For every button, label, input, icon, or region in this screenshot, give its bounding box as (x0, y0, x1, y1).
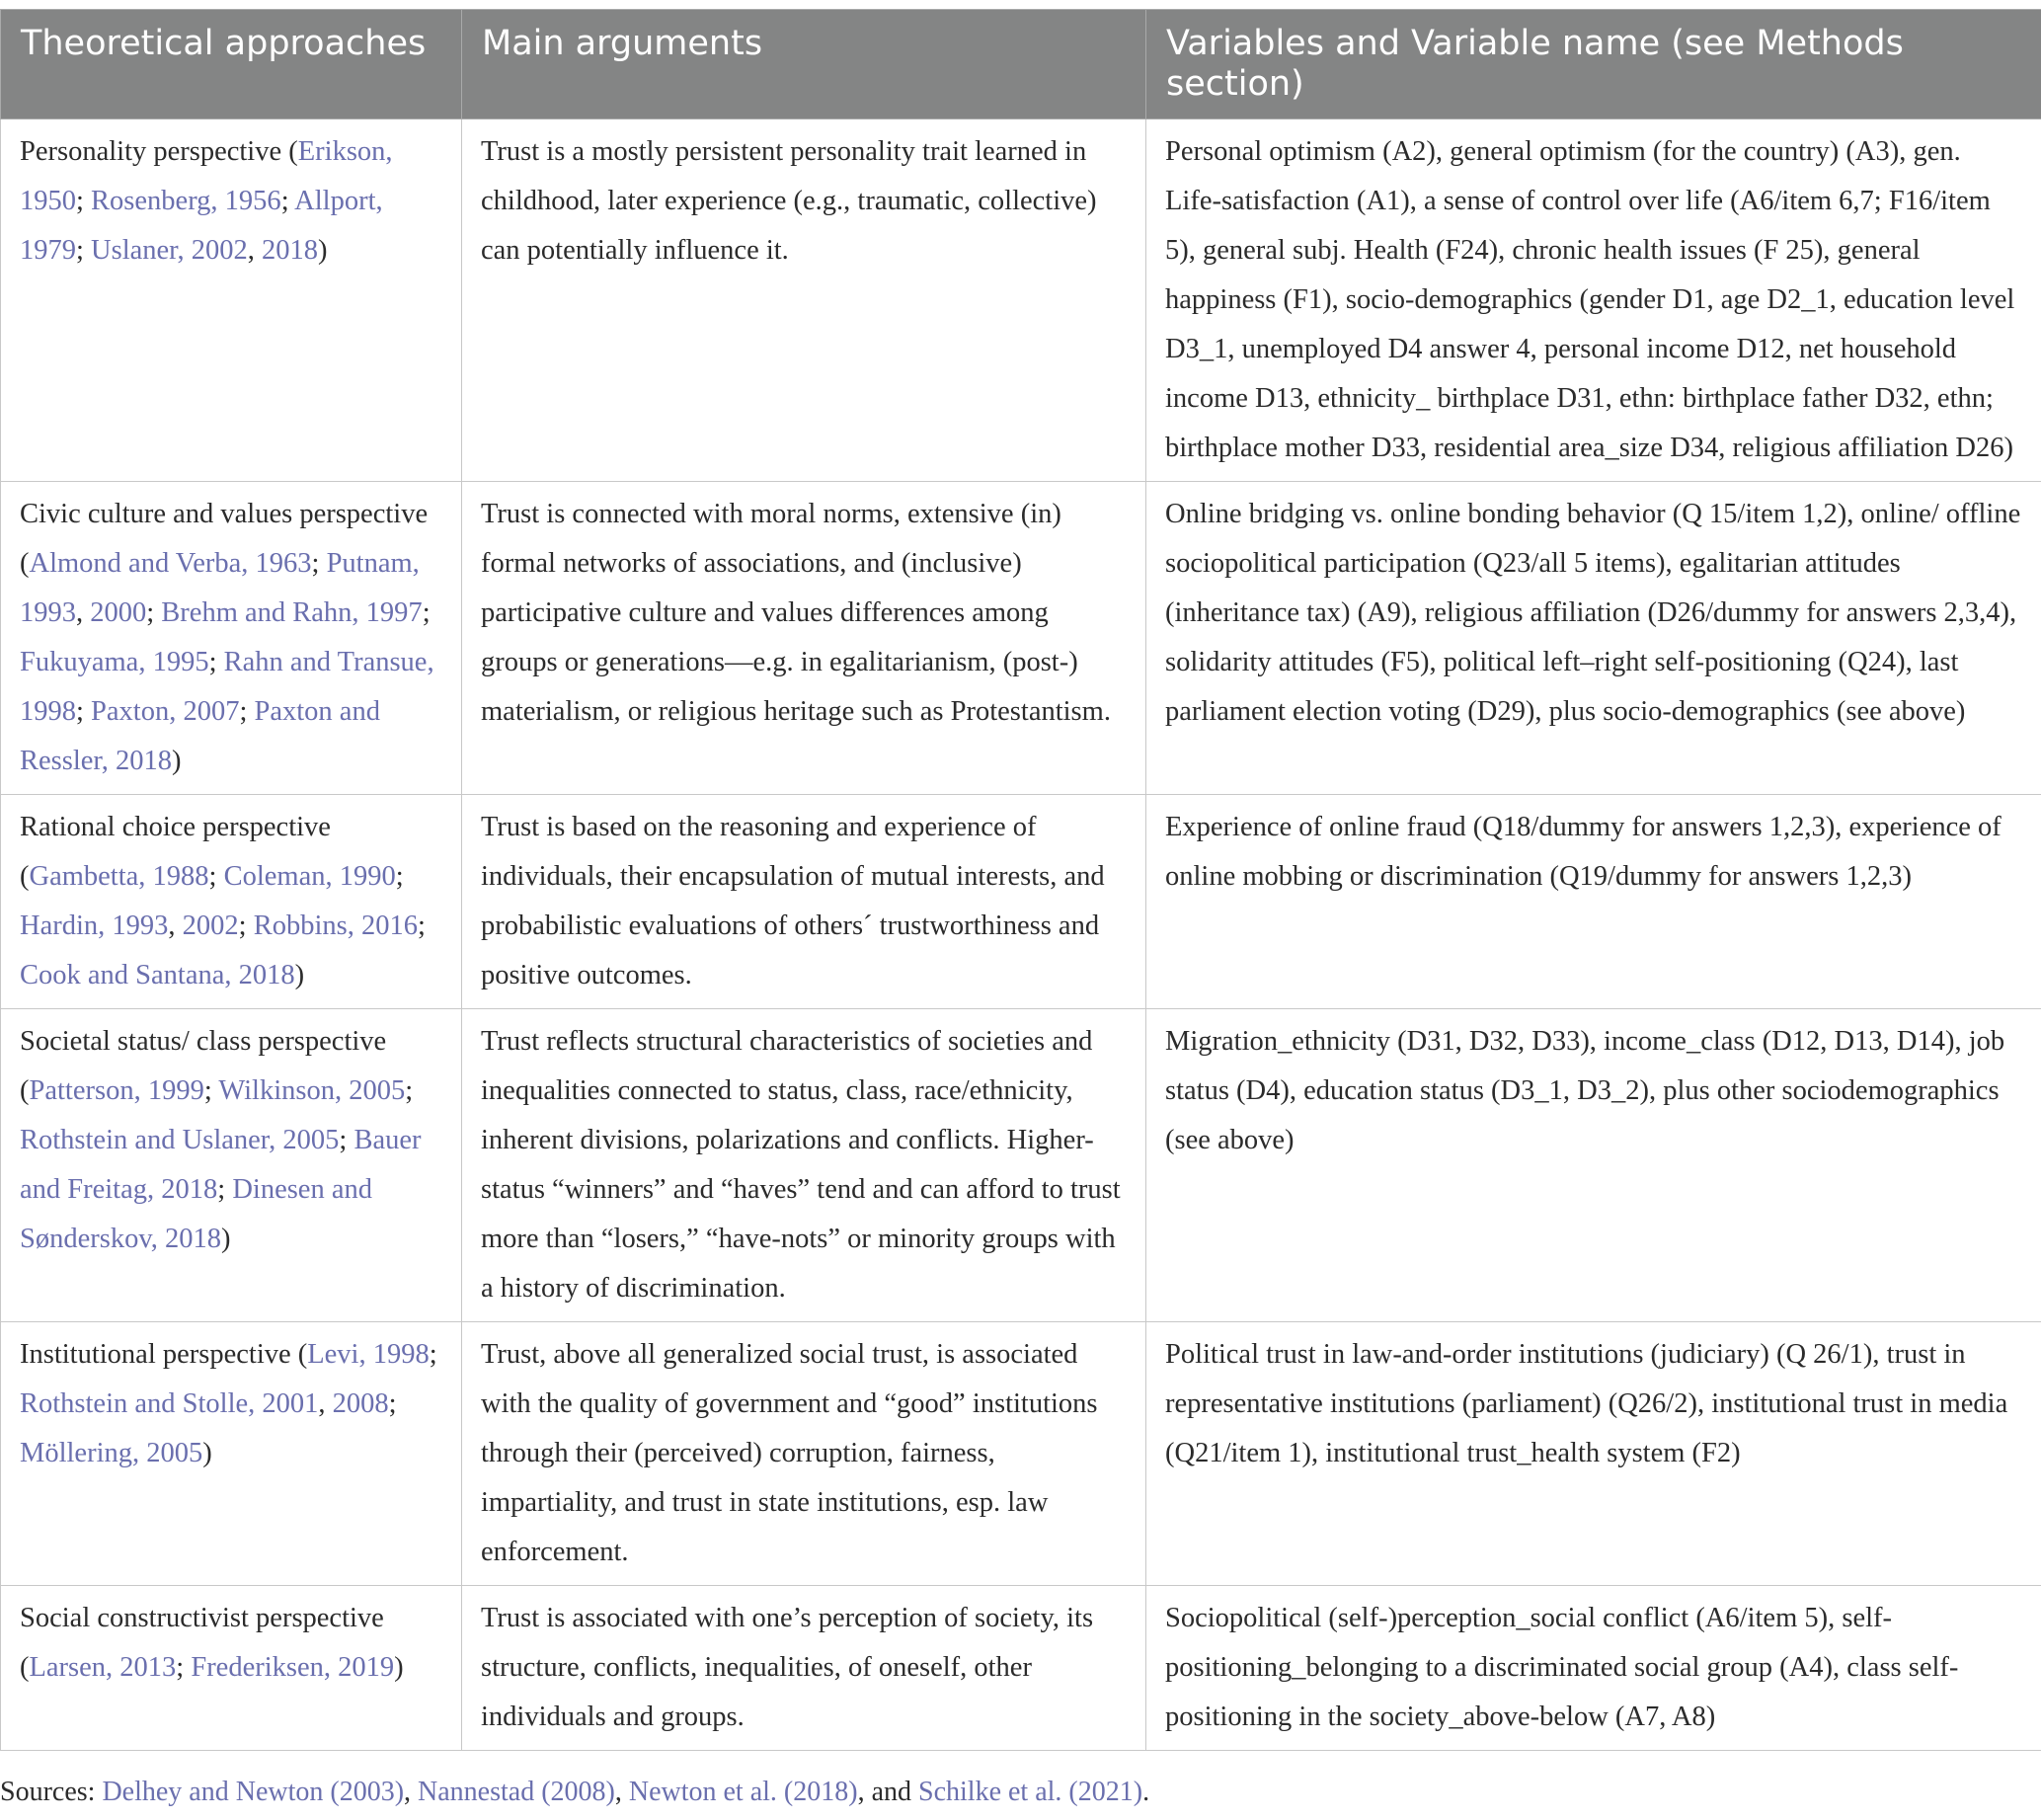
approach-label: Rational choice perspective ( (20, 812, 331, 892)
approach-cell (1, 1586, 462, 1751)
table-row (1, 1586, 2041, 1751)
citation-separator: . (1142, 1777, 1150, 1807)
citation-separator: , and (857, 1777, 919, 1807)
approach-citation-link[interactable]: Paxton and Ressler, 2018 (20, 696, 380, 776)
variables-cell: Personal optimism (A2), general optimism (for the country) (A3), gen. Life-satisfaction (A1), a sense of control over life (A6/item 6,7; F16/item 5), general subj. Health (F24), chronic health issues (F 25), general happiness (F1), socio-demographics (gender D1, age D2_1, education level D3_1, unemployed D4 answer 4, personal income D12, net household income D13, ethnicity_ birthplace D31, ethn: birthplace father D32, ethn; birthplace mother D33, residential area_size D34, religious affiliation D26) (1146, 119, 2041, 482)
citation-separator: ; (339, 1125, 354, 1155)
approach-close-paren: ) (318, 235, 328, 266)
citation-separator: , (318, 1388, 333, 1419)
citation-separator: ; (208, 861, 224, 892)
variables-cell: Migration_ethnicity (D31, D32, D33), income_class (D12, D13, D14), job status (D4), education status (D3_1, D3_2), plus other sociodemographics (see above) (1146, 1009, 2041, 1322)
approach-citation-link[interactable]: 2018 (262, 235, 319, 266)
approach-citation-link[interactable]: 2008 (332, 1388, 389, 1419)
theoretical-approaches-table (0, 9, 2041, 1751)
citation-separator: , (168, 910, 183, 941)
table-row (1, 119, 2041, 482)
approach-citation-link[interactable]: Rothstein and Stolle, 2001 (20, 1388, 319, 1419)
citation-separator: ; (417, 910, 426, 941)
citation-separator: ; (176, 1652, 192, 1683)
citation-separator: , (76, 597, 91, 628)
approach-citation-link[interactable]: 2000 (90, 597, 147, 628)
main-argument-cell: Trust is a mostly persistent personality trait learned in childhood, later experience (e.g., traumatic, collective) can potentially influence it. (462, 119, 1146, 482)
citation-separator: ; (311, 548, 327, 579)
approach-citation-link[interactable]: Uslaner, 2002 (91, 235, 248, 266)
approach-cell (1, 1322, 462, 1586)
citation-separator: ; (422, 597, 431, 628)
approach-citation-link[interactable]: Larsen, 2013 (29, 1652, 177, 1683)
citation-separator: ; (238, 910, 254, 941)
approach-citation-link[interactable]: Levi, 1998 (307, 1339, 430, 1370)
approach-label: Societal status/ class perspective ( (20, 1026, 387, 1106)
approach-citation-link[interactable]: Bauer and Freitag, 2018 (20, 1125, 422, 1205)
variables-cell: Online bridging vs. online bonding behavior (Q 15/item 1,2), online/ offline sociopolitical participation (Q23/all 5 items), egalitarian attitudes (inheritance tax) (A9), religious affiliation (D26/dummy for answers 2,3,4), solidarity attitudes (F5), political left–right self-positioning (Q24), last parliament election voting (D29), plus socio-demographics (see above) (1146, 482, 2041, 795)
approach-citation-link[interactable]: Dinesen and Sønderskov, 2018 (20, 1174, 372, 1254)
citation-separator: ; (280, 186, 295, 216)
sources-citation-link[interactable]: Nannestad (2008) (418, 1777, 615, 1807)
main-argument-cell: Trust is associated with one’s perception of society, its structure, conflicts, inequalities, of oneself, other individuals and groups. (462, 1586, 1146, 1751)
main-argument-cell: Trust reflects structural characteristics of societies and inequalities connected to status, class, race/ethnicity, inherent divisions, polarizations and conflicts. Higher-status “winners” and “haves” tend and can afford to trust more than “losers,” “have-nots” or minority groups with a history of discrimination. (462, 1009, 1146, 1322)
approach-cell (1, 119, 462, 482)
table-row (1, 795, 2041, 1009)
approach-citation-link[interactable]: Gambetta, 1988 (29, 861, 209, 892)
citation-separator: , (247, 235, 263, 266)
approach-citation-link[interactable]: 2002 (182, 910, 239, 941)
variables-cell: Sociopolitical (self-)perception_social conflict (A6/item 5), self-positioning_belonging to a discriminated social group (A4), class self-positioning in the society_above-below (A7, A8) (1146, 1586, 2041, 1751)
table-body (1, 119, 2041, 1751)
approach-label: Personality perspective ( (20, 136, 298, 167)
sources-prefix: Sources: (0, 1777, 103, 1807)
approach-citation-link[interactable]: Coleman, 1990 (223, 861, 396, 892)
approach-label: Institutional perspective ( (20, 1339, 308, 1370)
citation-separator: , (614, 1777, 629, 1807)
main-argument-cell: Trust is connected with moral norms, extensive (in) formal networks of associations, and (inclusive) participative culture and values differences among groups or generations—e.g. in egalitarianism, (post-) materialism, or religious heritage such as Protestantism. (462, 482, 1146, 795)
citation-separator: ; (146, 597, 162, 628)
approach-citation-link[interactable]: Patterson, 1999 (29, 1075, 204, 1106)
sources-citation-link[interactable]: Delhey and Newton (2003) (102, 1777, 405, 1807)
citation-separator: ; (429, 1339, 437, 1370)
main-argument-cell: Trust, above all generalized social trust, is associated with the quality of government and “good” institutions through their (perceived) corruption, fairness, impartiality, and trust in state institutions, esp. law enforcement. (462, 1322, 1146, 1586)
citation-separator: ; (208, 647, 224, 677)
citation-separator: ; (239, 696, 255, 727)
table-row (1, 1322, 2041, 1586)
approach-citation-link[interactable]: Rosenberg, 1956 (91, 186, 281, 216)
approach-close-paren: ) (202, 1438, 212, 1468)
citation-separator: , (404, 1777, 419, 1807)
sources-citation-link[interactable]: Newton et al. (2018) (628, 1777, 858, 1807)
citation-separator: ; (76, 235, 92, 266)
table-row (1, 1009, 2041, 1322)
approach-citation-link[interactable]: Robbins, 2016 (253, 910, 418, 941)
approach-label: Civic culture and values perspective ( (20, 499, 429, 579)
main-argument-cell: Trust is based on the reasoning and experience of individuals, their encapsulation of mutual interests, and probabilistic evaluations of others´ trustworthiness and positive outcomes. (462, 795, 1146, 1009)
header-main-arguments: Main arguments (462, 10, 1146, 119)
approach-citation-link[interactable]: Almond and Verba, 1963 (29, 548, 312, 579)
citation-separator: ; (203, 1075, 219, 1106)
approach-citation-link[interactable]: Fukuyama, 1995 (20, 647, 209, 677)
approach-citation-link[interactable]: Allport, 1979 (20, 186, 383, 266)
approach-cell (1, 482, 462, 795)
citation-separator: ; (388, 1388, 397, 1419)
sources-note (0, 1773, 1149, 1812)
approach-citation-link[interactable]: Hardin, 1993 (20, 910, 169, 941)
approach-citation-link[interactable]: Wilkinson, 2005 (218, 1075, 406, 1106)
approach-close-paren: ) (172, 746, 182, 776)
citation-separator: ; (76, 186, 92, 216)
variables-cell: Experience of online fraud (Q18/dummy for answers 1,2,3), experience of online mobbing or discrimination (Q19/dummy for answers 1,2,3) (1146, 795, 2041, 1009)
citation-separator: ; (395, 861, 404, 892)
table-row (1, 482, 2041, 795)
approach-citation-link[interactable]: Putnam, 1993 (20, 548, 420, 628)
header-theoretical-approaches: Theoretical approaches (1, 10, 462, 119)
approach-cell (1, 1009, 462, 1322)
approach-citation-link[interactable]: Frederiksen, 2019 (191, 1652, 395, 1683)
sources-citation-link[interactable]: Schilke et al. (2021) (918, 1777, 1143, 1807)
approach-citation-link[interactable]: Erikson, 1950 (20, 136, 393, 216)
approach-citation-link[interactable]: Brehm and Rahn, 1997 (161, 597, 423, 628)
table-header-row (1, 10, 2041, 119)
citation-separator: ; (405, 1075, 414, 1106)
approach-citation-link[interactable]: Paxton, 2007 (91, 696, 240, 727)
approach-cell (1, 795, 462, 1009)
approach-citation-link[interactable]: Möllering, 2005 (20, 1438, 203, 1468)
citation-separator: ; (76, 696, 92, 727)
variables-cell: Political trust in law-and-order institutions (judiciary) (Q 26/1), trust in representative institutions (parliament) (Q26/2), institutional trust in media (Q21/item 1), institutional trust_health system (F2) (1146, 1322, 2041, 1586)
approach-citation-link[interactable]: Rothstein and Uslaner, 2005 (20, 1125, 340, 1155)
header-variables: Variables and Variable name (see Methods section) (1146, 10, 2041, 119)
approach-citation-link[interactable]: Cook and Santana, 2018 (20, 960, 295, 990)
approach-label: Social constructivist perspective ( (20, 1603, 384, 1683)
approach-close-paren: ) (394, 1652, 404, 1683)
approach-close-paren: ) (294, 960, 305, 990)
citation-separator: ; (217, 1174, 233, 1205)
approach-close-paren: ) (220, 1224, 231, 1254)
approach-citation-link[interactable]: Rahn and Transue, 1998 (20, 647, 434, 727)
